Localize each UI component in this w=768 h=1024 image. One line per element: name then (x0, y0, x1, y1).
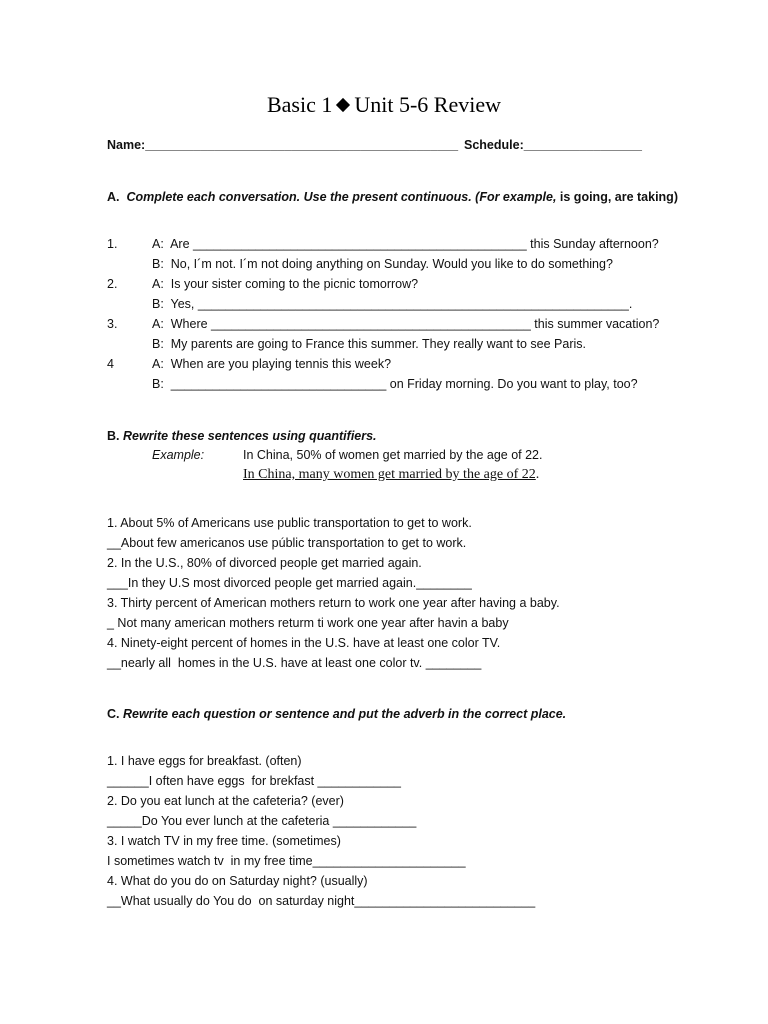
schedule-field: Schedule:_________________ (464, 138, 642, 152)
dialogue-line: A: Is your sister coming to the picnic tomorrow? (152, 277, 419, 291)
section-b-instruction: Rewrite these sentences using quantifiers. (122, 429, 377, 443)
dialogue-line: B: _______________________________ on Friday morning. Do you want to play, too? (152, 377, 638, 391)
dialogue-line: B: Yes, ______________________________________________________________. (152, 297, 633, 311)
name-field: Name:_____________________________________________ (107, 138, 459, 152)
exercise-line: 2. Do you eat lunch at the cafeteria? (ever) (107, 794, 344, 808)
item-number: 4 (107, 357, 114, 371)
answer-line: __About few americanos use públic transportation to get to work. (107, 536, 467, 550)
title-right: Unit 5-6 Review (354, 92, 502, 117)
exercise-line: 3. Thirty percent of American mothers return to work one year after having a baby. (107, 596, 560, 610)
page-title (0, 92, 768, 118)
answer-line: ______I often have eggs for brekfast ____________ (107, 774, 401, 788)
exercise-line: 1. About 5% of Americans use public transportation to get to work. (107, 516, 472, 530)
section-a-instruction: Complete each conversation. Use the present continuous. ( (126, 190, 480, 204)
answer-line: _____Do You ever lunch at the cafeteria ____________ (107, 814, 417, 828)
section-a-example-word: For example, (479, 190, 557, 204)
section-b-letter: B. (107, 429, 120, 443)
section-c-heading (107, 706, 566, 722)
section-c-instruction: Rewrite each question or sentence and put the adverb in the correct place. (122, 707, 567, 721)
dialogue-line: A: When are you playing tennis this week? (152, 357, 392, 371)
example-answer (243, 467, 539, 483)
answer-line: _ Not many american mothers returm ti work one year after havin a baby (107, 616, 509, 630)
exercise-line: 4. What do you do on Saturday night? (usually) (107, 874, 368, 888)
diamond-icon (336, 98, 350, 112)
dialogue-line: B: No, I´m not. I´m not doing anything on Sunday. Would you like to do something? (152, 257, 613, 271)
exercise-line: 1. I have eggs for breakfast. (often) (107, 754, 302, 768)
section-b-heading (107, 428, 377, 444)
section-a-letter: A. (107, 190, 120, 204)
dialogue-line: A: Where ______________________________________________ this summer vacation? (152, 317, 660, 331)
item-number: 1. (107, 237, 118, 251)
exercise-line: 3. I watch TV in my free time. (sometimes) (107, 834, 341, 848)
answer-line: I sometimes watch tv in my free time______________________ (107, 854, 466, 868)
dialogue-line: A: Are ________________________________________________ this Sunday afternoon? (152, 237, 659, 251)
dialogue-line: B: My parents are going to France this summer. They really want to see Paris. (152, 337, 586, 351)
section-c-letter: C. (107, 707, 120, 721)
exercise-line: 2. In the U.S., 80% of divorced people get married again. (107, 556, 422, 570)
answer-line: ___In they U.S most divorced people get married again.________ (107, 576, 472, 590)
answer-line: __nearly all homes in the U.S. have at least one color tv. ________ (107, 656, 482, 670)
answer-line: __What usually do You do on saturday night__________________________ (107, 894, 536, 908)
title-left: Basic 1 (266, 92, 333, 117)
example-answer-text: In China, many women get married by the age of 22 (243, 467, 536, 482)
section-a-heading (107, 189, 678, 205)
item-number: 3. (107, 317, 118, 331)
example-text: In China, 50% of women get married by the age of 22. (243, 448, 543, 462)
example-answer-period: . (535, 467, 540, 482)
item-number: 2. (107, 277, 118, 291)
example-label: Example: (152, 448, 205, 462)
section-a-example-tail: is going, are taking) (556, 190, 678, 204)
exercise-line: 4. Ninety-eight percent of homes in the U.S. have at least one color TV. (107, 636, 501, 650)
